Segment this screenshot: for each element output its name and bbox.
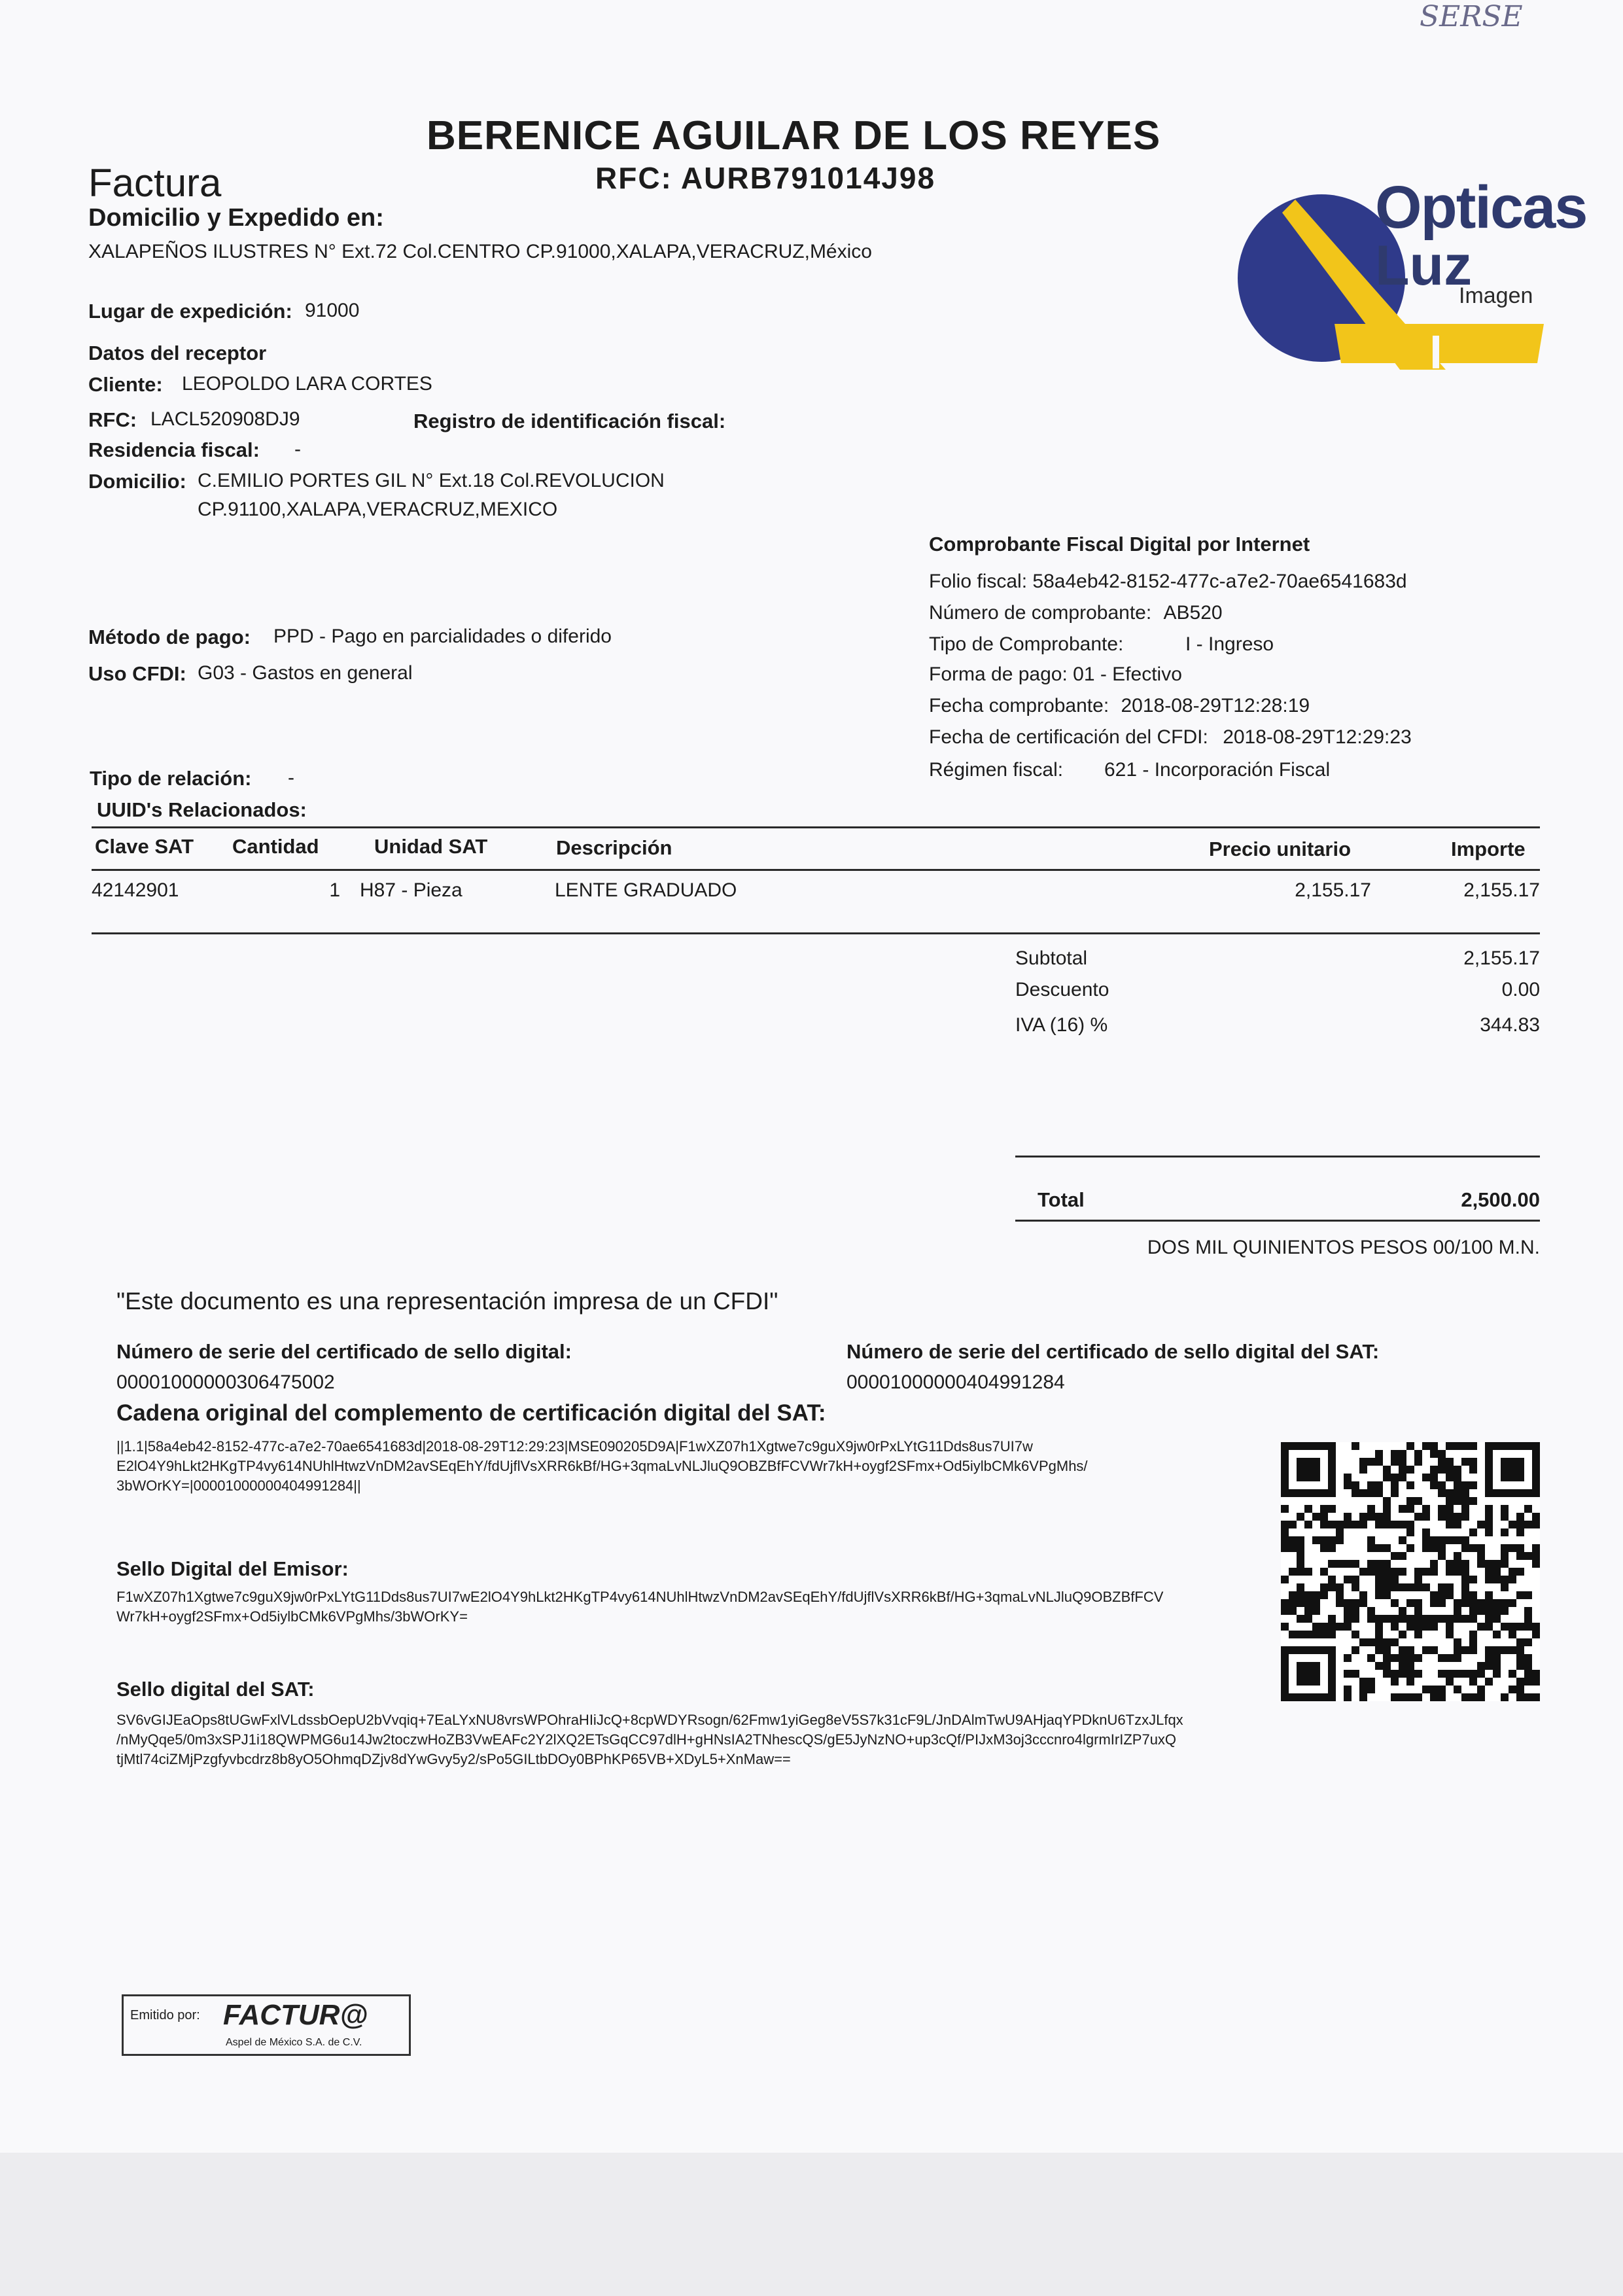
issuer-rfc: RFC: AURB791014J98 (595, 161, 936, 195)
iva-label: IVA (16) % (1015, 1014, 1108, 1036)
tipo-relacion-value: - (288, 767, 294, 788)
subtotal-label: Subtotal (1015, 947, 1088, 969)
receptor-domicilio-line1: C.EMILIO PORTES GIL N° Ext.18 Col.REVOLUCION (198, 470, 665, 491)
residencia-label: Residencia fiscal: (88, 438, 260, 461)
uso-cfdi-label: Uso CFDI: (88, 662, 186, 685)
receptor-rfc-value: LACL520908DJ9 (150, 408, 300, 430)
sello-sat-line-1: SV6vGIJEaOps8tUGwFxlVLdssbOepU2bVvqiq+7EaLYxNU8vrsWPOhraHIiJcQ+8cpWDYRsogn/62Fmw1yiGeg8eV5S7k31cF9L/JnDAlmTwU9AHjaqYPDknU6TzxJLfqx (116, 1712, 1183, 1728)
cadena-line-1: ||1.1|58a4eb42-8152-477c-a7e2-70ae6541683d|2018-08-29T12:29:23|MSE090205D9A|F1wXZ07h1Xgtwe7c9guX9jw0rPxLYtG11Dds8us7UI7w (116, 1438, 1033, 1455)
issuer-address: XALAPEÑOS ILUSTRES N° Ext.72 Col.CENTRO CP.91000,XALAPA,VERACRUZ,México (88, 241, 872, 262)
cadena-label: Cadena original del complemento de certificación digital del SAT: (116, 1400, 826, 1426)
cert-label: Número de serie del certificado de sello digital: (116, 1340, 572, 1363)
lugar-label: Lugar de expedición: (88, 300, 292, 323)
col-precio-unitario: Precio unitario (1209, 838, 1352, 860)
forma-pago-label: Forma de pago: (929, 663, 1068, 685)
totals-rule-bottom (1015, 1220, 1540, 1222)
fecha-cert-label: Fecha de certificación del CFDI: (929, 726, 1208, 748)
row-precio: 2,155.17 (1295, 879, 1371, 901)
fecha-row (929, 695, 1310, 717)
sello-emisor (116, 1587, 1255, 1627)
row-clave: 42142901 (92, 879, 179, 901)
totals-rule-top (1015, 1156, 1540, 1157)
domicilio-label: Domicilio y Expedido en: (88, 204, 384, 232)
residencia-value: - (294, 438, 301, 460)
sello-emisor-line-2: Wr7kH+oygf2SFmx+Od5iylbCMk6VPgMhs/3bWOrKY= (116, 1608, 468, 1625)
emitido-label: Emitido por: (130, 2008, 200, 2022)
folio-value: 58a4eb42-8152-477c-a7e2-70ae6541683d (1032, 571, 1407, 592)
table-bottom-rule (92, 932, 1540, 934)
numero-row (929, 602, 1223, 624)
row-unidad: H87 - Pieza (360, 879, 462, 901)
facture-brand: FACTUR@ (223, 1999, 368, 2031)
sello-sat (116, 1710, 1255, 1769)
table-row (0, 879, 1623, 912)
fecha-cert-row (929, 726, 1412, 749)
col-descripcion: Descripción (556, 836, 672, 859)
logo-text-opticas: Opticas (1375, 174, 1587, 241)
tipo-relacion-label: Tipo de relación: (90, 767, 252, 790)
receptor-rfc-label: RFC: (88, 408, 137, 431)
row-descripcion: LENTE GRADUADO (555, 879, 737, 901)
uso-cfdi-value: G03 - Gastos en general (198, 662, 413, 684)
row-cantidad: 1 (329, 879, 340, 901)
table-top-rule (92, 826, 1540, 828)
uuids-label: UUID's Relacionados: (97, 798, 307, 821)
sello-sat-line-2: /nMyQqe5/0m3xSPJ1i18QWPMG6u14Jw2toczwHoZB3VwEAFc2Y2lXQ2ETsGqCC97dlH+gHNsIA2TNhescQS/gE5JyNzNO+up3cQf/PIJxM3oj3cccnro4lgrmIrIZP7uxQ (116, 1731, 1177, 1748)
fecha-cert-value: 2018-08-29T12:29:23 (1223, 726, 1412, 748)
numero-value: AB520 (1163, 602, 1223, 624)
col-clave-sat: Clave SAT (95, 835, 194, 858)
regimen-value: 621 - Incorporación Fiscal (1104, 759, 1331, 781)
col-unidad-sat: Unidad SAT (374, 835, 488, 858)
cadena-original (116, 1437, 1255, 1496)
fecha-label: Fecha comprobante: (929, 695, 1109, 716)
regimen-label: Régimen fiscal: (929, 759, 1064, 781)
receptor-domicilio-line2: CP.91100,XALAPA,VERACRUZ,MEXICO (198, 499, 558, 520)
issuer-name: BERENICE AGUILAR DE LOS REYES (427, 113, 1161, 158)
fecha-value: 2018-08-29T12:28:19 (1121, 695, 1310, 716)
cadena-line-2: E2lO4Y9hLkt2HKgTP4vy614NUhlHtwzVnDM2avSEqEhY/fdUjflVsXRR6kBf/HG+3qmaLvNLJluQ9OBZBfFCVWr7kH+oygf2SFmx+Od5iylbCMk6VPgMhs/ (116, 1458, 1088, 1474)
descuento-value: 0.00 (1501, 979, 1540, 1000)
forma-pago-row (929, 663, 1182, 686)
cfdi-representation-note: "Este documento es una representación impresa de un CFDI" (116, 1288, 778, 1315)
descuento-label: Descuento (1015, 979, 1109, 1000)
handwritten-annotation: SERSE (1420, 0, 1523, 33)
scan-edge (0, 2153, 1623, 2296)
lugar-value: 91000 (305, 300, 360, 321)
company-logo (1236, 173, 1587, 383)
metodo-pago-label: Método de pago: (88, 626, 251, 648)
aspel-company: Aspel de México S.A. de C.V. (226, 2037, 362, 2048)
sello-sat-line-3: tjMtl74ciZMjPzgfyvbcdrz8b8yO5OhmqDZjv8dYwGvy5y2/sPo5GILtbDOy0BPhKP65VB+XDyL5+XnMaw== (116, 1751, 791, 1767)
registro-fiscal-label: Registro de identificación fiscal: (413, 410, 726, 433)
forma-pago-value: 01 - Efectivo (1073, 663, 1182, 685)
iva-value: 344.83 (1480, 1014, 1540, 1036)
cliente-label: Cliente: (88, 373, 163, 396)
sello-sat-label: Sello digital del SAT: (116, 1678, 315, 1701)
subtotal-value: 2,155.17 (1463, 947, 1540, 969)
cert-sat-label: Número de serie del certificado de sello digital del SAT: (846, 1340, 1380, 1363)
cert-sat-value: 00001000000404991284 (846, 1371, 1065, 1393)
col-importe: Importe (1451, 838, 1526, 860)
metodo-pago-value: PPD - Pago en parcialidades o diferido (273, 626, 612, 647)
qr-code (1281, 1442, 1540, 1701)
emitido-por-stamp (122, 1994, 411, 2056)
logo-text-imagen: Imagen (1459, 283, 1533, 308)
document-type: Factura (88, 161, 222, 205)
tipo-comprobante-value: I - Ingreso (1185, 633, 1274, 655)
total-value: 2,500.00 (1461, 1188, 1540, 1211)
folio-label: Folio fiscal: (929, 571, 1028, 592)
numero-label: Número de comprobante: (929, 602, 1152, 624)
receptor-domicilio-label: Domicilio: (88, 470, 186, 493)
cert-value: 00001000000306475002 (116, 1371, 335, 1393)
cfdi-header: Comprobante Fiscal Digital por Internet (929, 533, 1310, 556)
folio-fiscal-row (929, 571, 1407, 593)
sello-emisor-line-1: F1wXZ07h1Xgtwe7c9guX9jw0rPxLYtG11Dds8us7UI7wE2lO4Y9hLkt2HKgTP4vy614NUhlHtwzVnDM2avSEqEhY/fdUjflVsXRR6kBf/HG+3qmaLvNLJluQ9OBZBfFCV (116, 1589, 1164, 1605)
table-header-rule (92, 869, 1540, 871)
tipo-comprobante-label: Tipo de Comprobante: (929, 633, 1124, 655)
receptor-section-label: Datos del receptor (88, 342, 267, 364)
logo-text-luz: Luz (1375, 234, 1473, 297)
cliente-value: LEOPOLDO LARA CORTES (182, 373, 432, 395)
col-cantidad: Cantidad (232, 835, 319, 858)
total-label: Total (1038, 1188, 1085, 1211)
cadena-line-3: 3bWOrKY=|00001000000404991284|| (116, 1477, 361, 1494)
row-importe: 2,155.17 (1463, 879, 1540, 901)
sello-emisor-label: Sello Digital del Emisor: (116, 1557, 349, 1580)
total-in-words: DOS MIL QUINIENTOS PESOS 00/100 M.N. (1147, 1237, 1540, 1258)
